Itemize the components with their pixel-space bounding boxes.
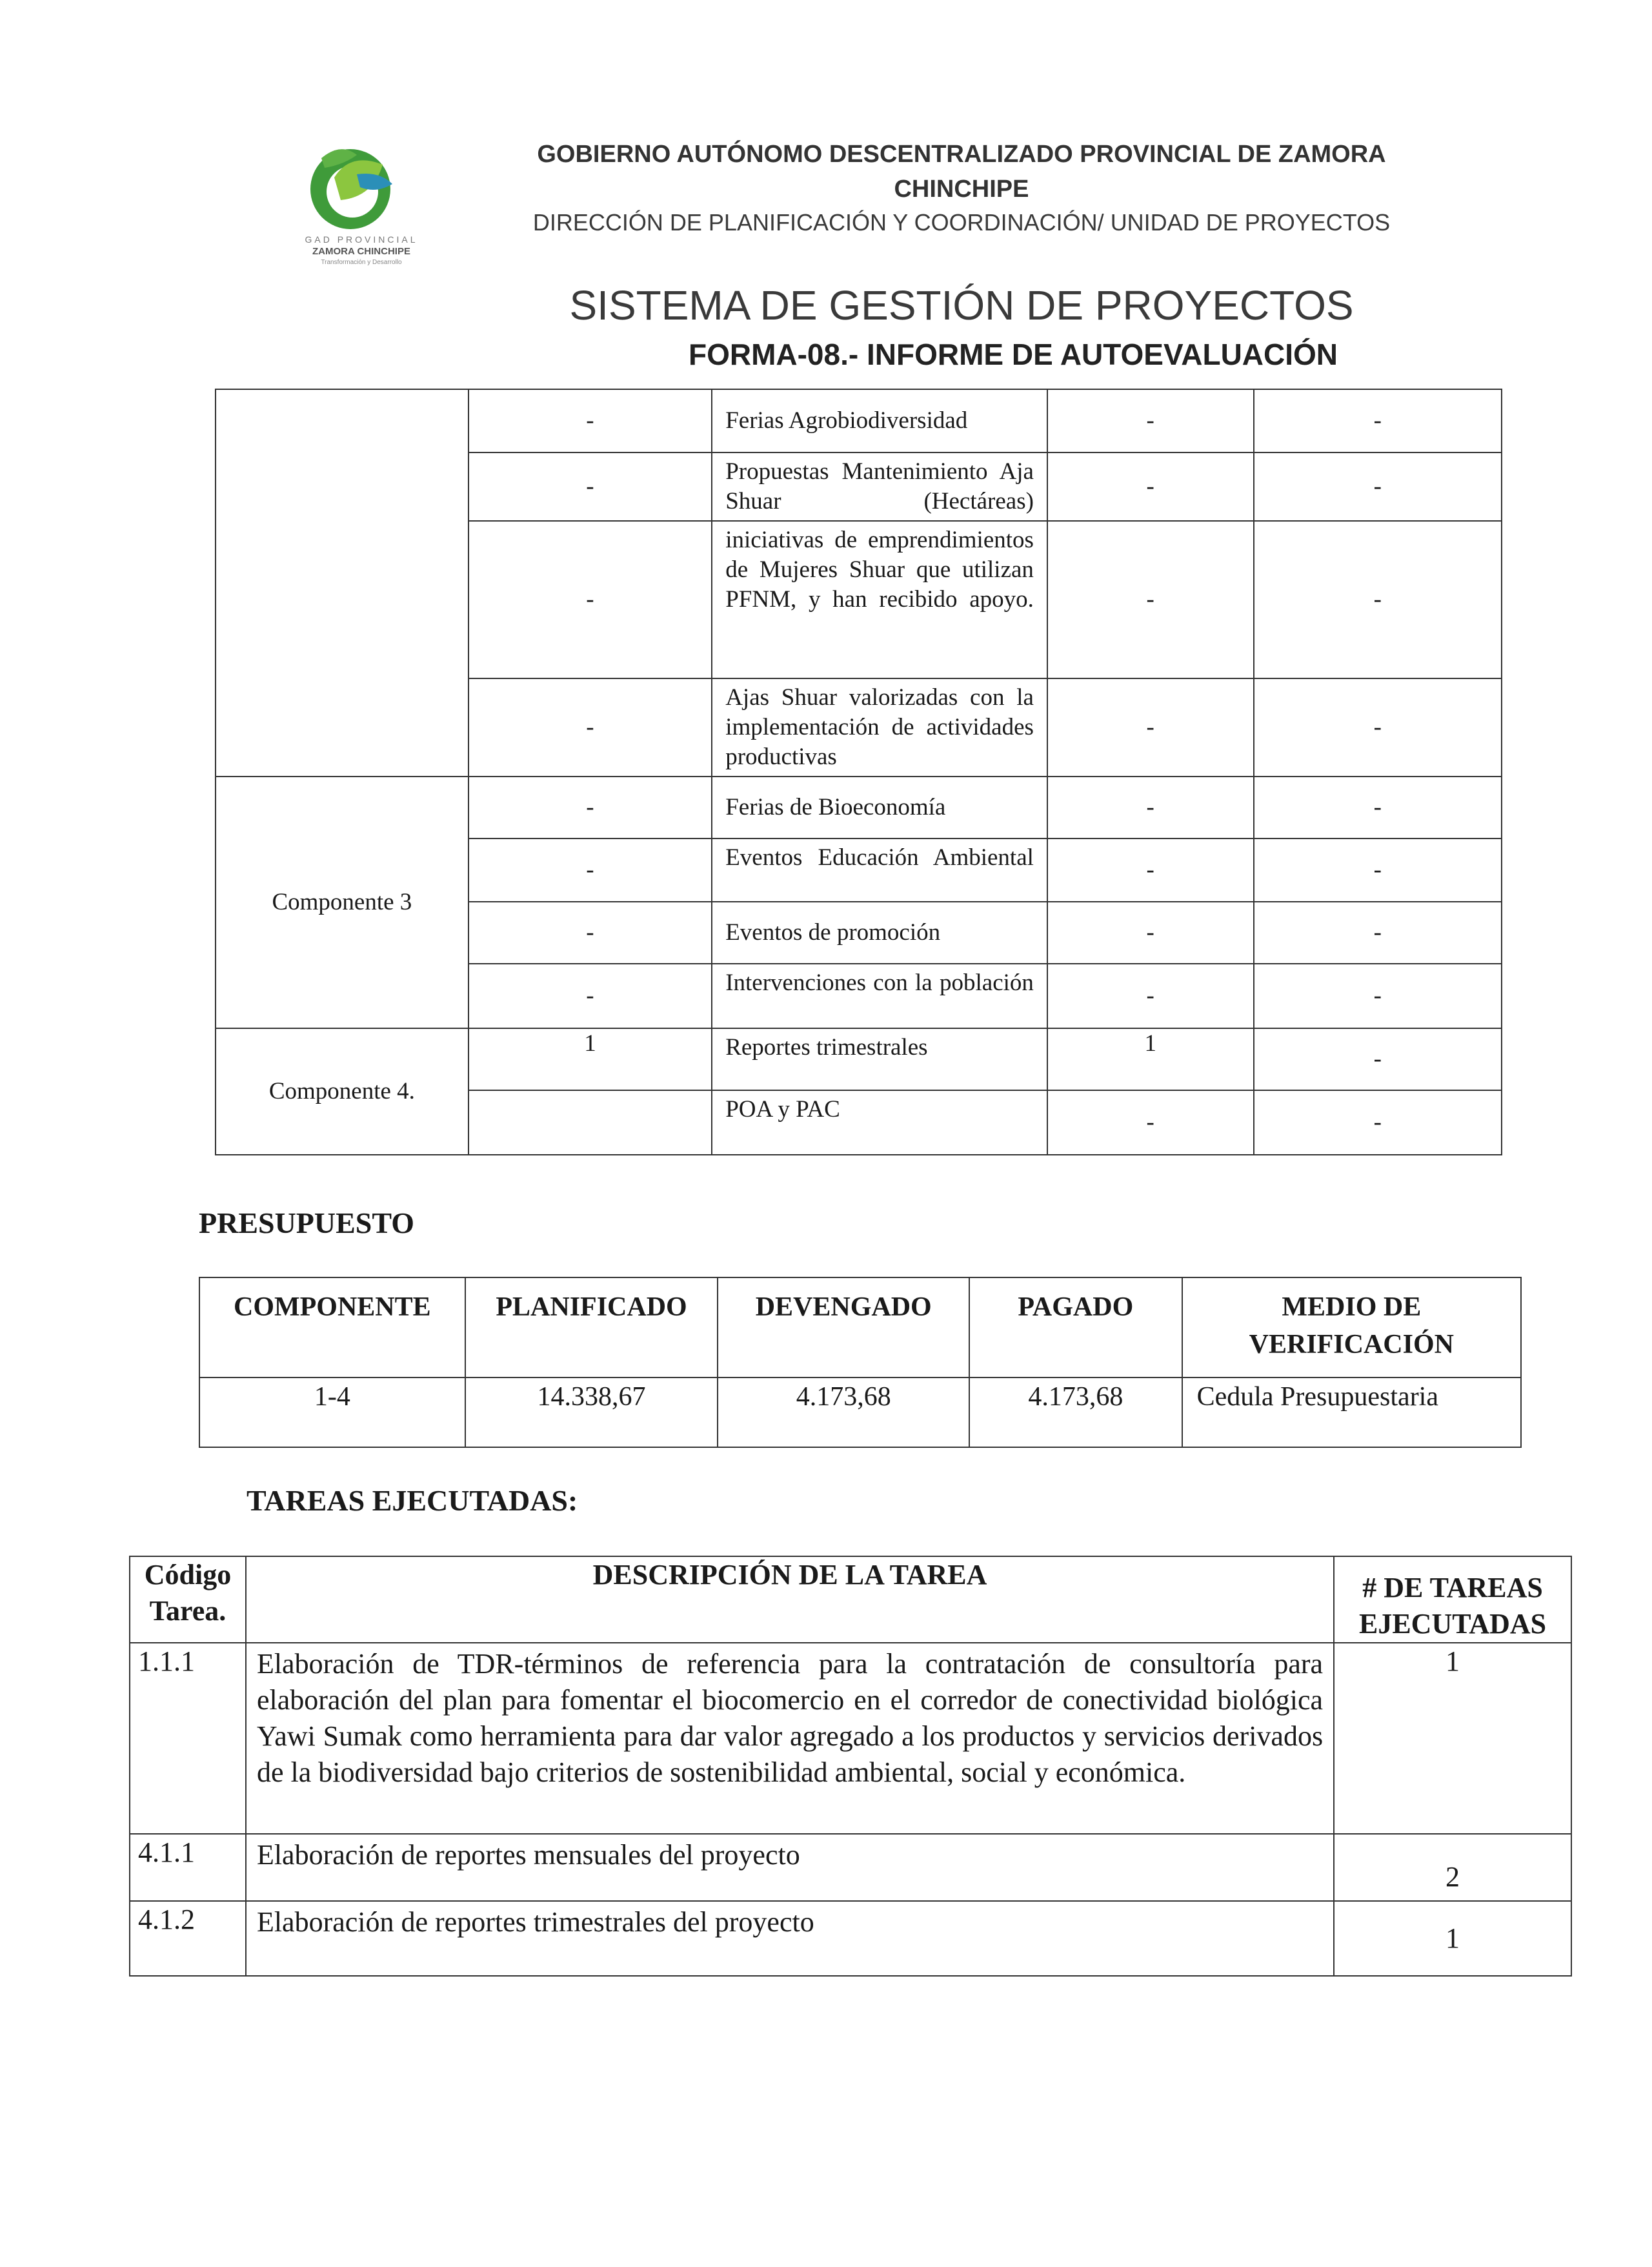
executed-cell: - [1047,1090,1254,1155]
column-header: MEDIO DE VERIFICACIÓN [1182,1277,1521,1377]
percent-cell: - [1254,1090,1502,1155]
column-header: # DE TAREAS EJECUTADAS [1334,1556,1571,1643]
task-code: 4.1.1 [130,1834,246,1901]
percent-cell: - [1254,902,1502,964]
executed-cell: - [1047,839,1254,902]
indicators-table [215,389,1502,1155]
table-row [199,1377,1521,1447]
percent-cell: - [1254,1028,1502,1090]
tasks-title: TAREAS EJECUTADAS: [247,1484,578,1517]
indicator-description: Ferias de Bioeconomía [712,777,1047,839]
column-header: COMPONENTE [199,1277,465,1377]
task-description: Elaboración de reportes mensuales del proyecto [246,1834,1334,1901]
budget-title: PRESUPUESTO [199,1206,415,1239]
planned-cell: - [468,521,712,678]
column-header: PAGADO [969,1277,1182,1377]
planned-cell: 1 [468,1028,712,1090]
task-count: 1 [1334,1901,1571,1976]
column-header: DEVENGADO [718,1277,969,1377]
component-cell [216,389,468,777]
indicator-description: Propuestas Mantenimiento Aja Shuar (Hectáreas) [712,452,1047,521]
percent-cell: - [1254,964,1502,1028]
indicator-description: Ajas Shuar valorizadas con la implementación de actividades productivas [712,678,1047,777]
budget-table [199,1277,1522,1448]
direction-name: DIRECCIÓN DE PLANIFICACIÓN Y COORDINACIÓN/ UNIDAD DE PROYECTOS [532,209,1391,236]
task-description: Elaboración de TDR-términos de referencia para la contratación de consultoría para elaboración del plan para fomentar el biocomercio en el corredor de conectividad biológica Yawi Sumak como herramienta para dar valor agregado a los productos y servicios derivados de la biodiversidad bajo criterios de sostenibilidad ambiental, social y económica. [246,1643,1334,1834]
table-row [130,1834,1571,1901]
table-row [130,1643,1571,1834]
planned-cell: - [468,678,712,777]
tasks-table [129,1556,1572,1977]
column-header: DESCRIPCIÓN DE LA TAREA [246,1556,1334,1643]
task-count: 1 [1334,1643,1571,1834]
column-header: PLANIFICADO [465,1277,718,1377]
budget-accrued: 4.173,68 [718,1377,969,1447]
component-label: Componente 3 [216,777,468,1028]
task-count: 2 [1334,1834,1571,1901]
indicator-description: Ferias Agrobiodiversidad [712,389,1047,452]
executed-cell: - [1047,521,1254,678]
planned-cell: - [468,452,712,521]
form-title: FORMA-08.- INFORME DE AUTOEVALUACIÓN [688,338,1338,371]
indicator-description: Eventos Educación Ambiental [712,839,1047,902]
logo-line-1: GAD PROVINCIAL [305,234,418,245]
percent-cell: - [1254,839,1502,902]
executed-cell: - [1047,678,1254,777]
budget-verification: Cedula Presupuestaria [1182,1377,1521,1447]
percent-cell: - [1254,777,1502,839]
budget-planned: 14.338,67 [465,1377,718,1447]
table-row [216,1028,1502,1090]
planned-cell: - [468,777,712,839]
leaf-logo-icon [296,139,405,236]
planned-cell: - [468,839,712,902]
percent-cell: - [1254,521,1502,678]
indicator-description: POA y PAC [712,1090,1047,1155]
component-label: Componente 4. [216,1028,468,1155]
executed-cell: - [1047,902,1254,964]
logo-line-3: Transformación y Desarrollo [321,259,402,266]
budget-component: 1-4 [199,1377,465,1447]
table-row [216,389,1502,452]
planned-cell: - [468,964,712,1028]
indicator-description: Intervenciones con la población [712,964,1047,1028]
executed-cell: 1 [1047,1028,1254,1090]
planned-cell [468,1090,712,1155]
executed-cell: - [1047,964,1254,1028]
indicator-description: Reportes trimestrales [712,1028,1047,1090]
executed-cell: - [1047,389,1254,452]
percent-cell: - [1254,678,1502,777]
budget-paid: 4.173,68 [969,1377,1182,1447]
column-header: Código Tarea. [130,1556,246,1643]
planned-cell: - [468,389,712,452]
table-header-row [199,1277,1521,1377]
indicator-description: Eventos de promoción [712,902,1047,964]
percent-cell: - [1254,452,1502,521]
table-row [130,1901,1571,1976]
table-header-row [130,1556,1571,1643]
executed-cell: - [1047,452,1254,521]
task-description: Elaboración de reportes trimestrales del proyecto [246,1901,1334,1976]
logo-line-2: ZAMORA CHINCHIPE [312,246,410,257]
table-row [216,777,1502,839]
executed-cell: - [1047,777,1254,839]
org-name: GOBIERNO AUTÓNOMO DESCENTRALIZADO PROVINCIAL DE ZAMORA CHINCHIPE [537,141,1386,203]
task-code: 1.1.1 [130,1643,246,1834]
task-code: 4.1.2 [130,1901,246,1976]
percent-cell: - [1254,389,1502,452]
indicator-description: iniciativas de emprendimientos de Mujeres Shuar que utilizan PFNM, y han recibido apoyo. [712,521,1047,678]
system-title: SISTEMA DE GESTIÓN DE PROYECTOS [569,282,1354,329]
organization-logo [284,132,439,268]
planned-cell: - [468,902,712,964]
